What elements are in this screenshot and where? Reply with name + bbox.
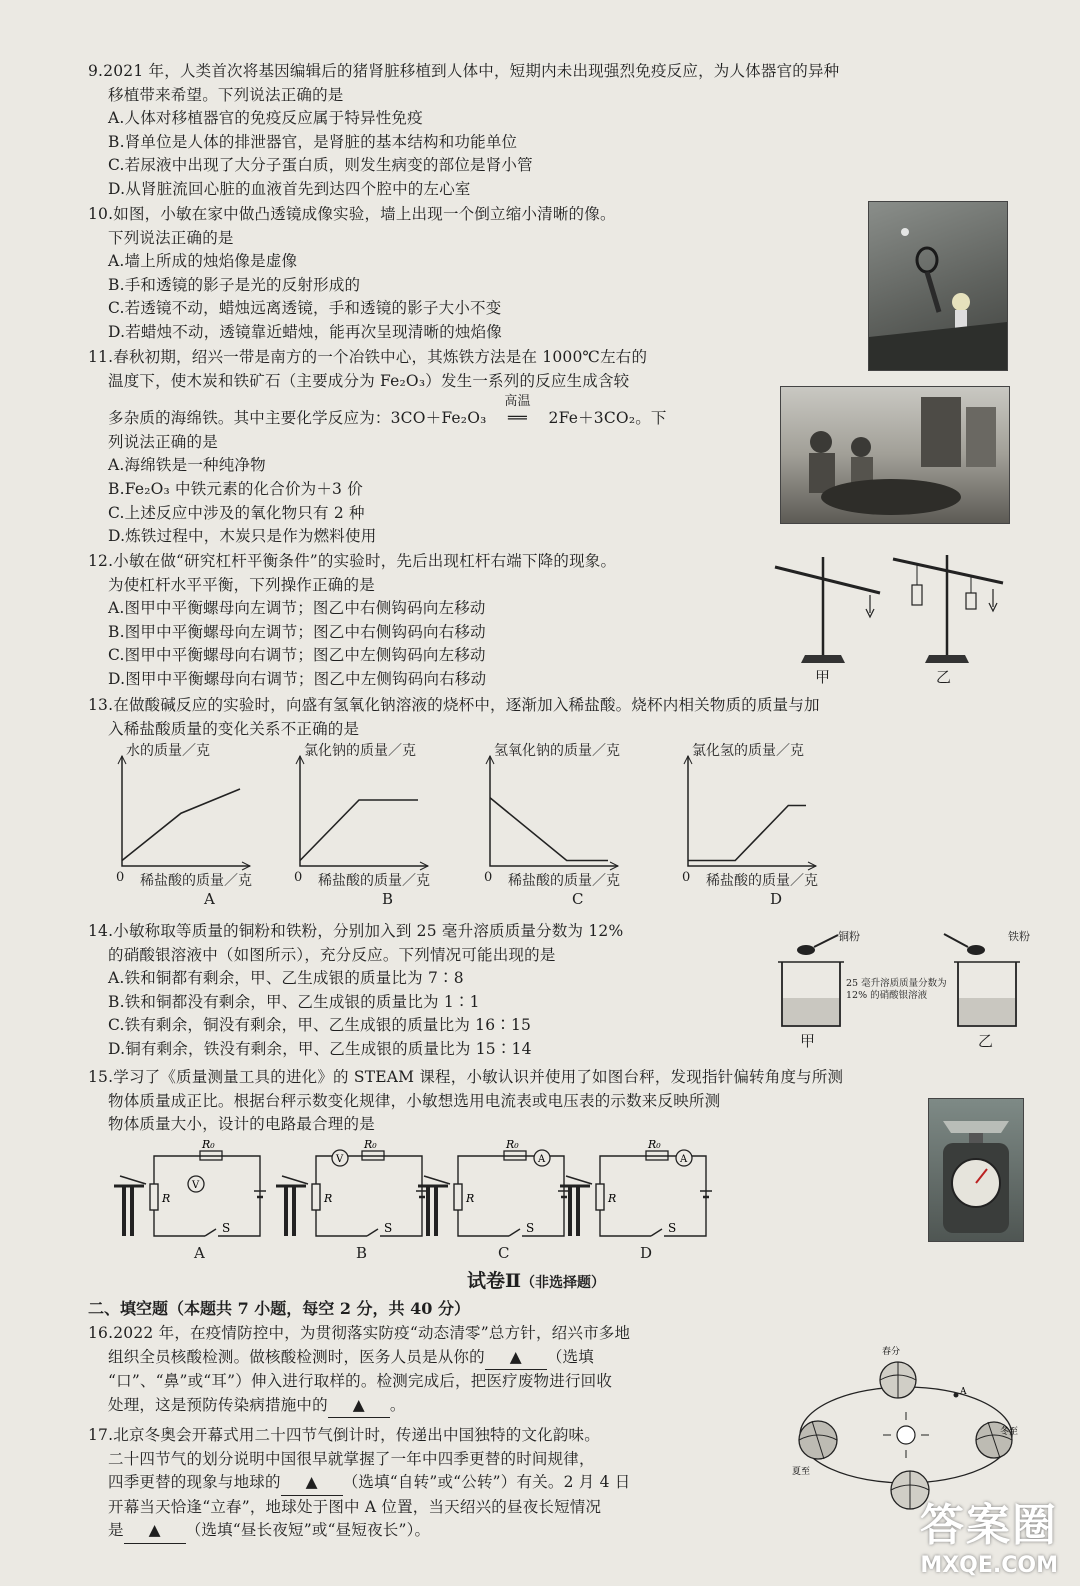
q12-stem-1: 12.小敏在做“研究杠杆平衡条件”的实验时，先后出现杠杆右端下降的现象。 (88, 552, 617, 570)
sun-icon (897, 1426, 915, 1444)
q17-line-2: 二十四节气的划分说明中国很早就掌握了一年中四季更替的时间规律， (108, 1449, 595, 1468)
switch-icon (651, 1229, 662, 1236)
q15-stem-3: 物体质量大小，设计的电路最合理的是 (108, 1115, 375, 1134)
switch-icon (509, 1229, 520, 1236)
q16-answer-blank-1[interactable]: ▲ (485, 1346, 547, 1371)
position-a-label: A (960, 1387, 967, 1397)
q17-answer-blank-1[interactable]: ▲ (281, 1471, 343, 1496)
q14-option-a: A.铁和铜都有剩余，甲、乙生成银的质量比为 7∶8 (108, 969, 464, 988)
r-label: R (162, 1192, 171, 1205)
circuit-letter: A (194, 1244, 205, 1262)
platform-scale-illustration (929, 1099, 1023, 1241)
lever-yi (893, 555, 1003, 663)
spring-platform-icon (122, 1186, 126, 1236)
convex-lens-photo (868, 201, 1008, 371)
beaker-label-yi: 乙 (978, 1032, 994, 1050)
q16-line-3: “口”、“鼻”或“耳”）伸入进行取样的。检测完成后，把医疗废物进行回收 (108, 1372, 613, 1391)
q14-stem-2: 的硝酸银溶液中（如图所示），充分反应。下列情况可能出现的是 (108, 945, 556, 964)
spring-platform-icon (284, 1186, 288, 1236)
q9-stem-2: 移植带来希望。下列说法正确的是 (108, 85, 344, 104)
smelting-illustration (781, 387, 1009, 523)
question-12 (88, 550, 616, 692)
q9-option-a: A.人体对移植器官的免疫反应属于特异性免疫 (108, 109, 423, 128)
graph-curve (300, 800, 418, 861)
q11-option-d: D.炼铁过程中，木炭只是作为燃料使用 (108, 527, 377, 546)
r0-label: R₀ (202, 1138, 215, 1151)
q10-stem-2: 下列说法正确的是 (108, 228, 234, 247)
q13-graph-a (100, 740, 290, 910)
q9-option-d: D.从肾脏流回心脏的血液首先到达四个腔中的左心室 (108, 179, 471, 198)
meter-symbol: V (192, 1180, 200, 1191)
graph-y-label: 水的质量／克 (126, 743, 210, 759)
q17-line-4: 开幕当天恰逢“立春”，地球处于图中 A 位置，当天绍兴的昼夜长短情况 (108, 1497, 602, 1516)
question-16 (88, 1322, 630, 1418)
q14-option-b: B.铁和铜都没有剩余，甲、乙生成银的质量比为 1∶1 (108, 992, 480, 1011)
scale-photo (928, 1098, 1024, 1242)
graph-curve (688, 806, 806, 861)
part-two-label: 试卷Ⅱ (467, 1270, 522, 1292)
graph-origin: 0 (682, 870, 691, 885)
q10-option-c: C.若透镜不动，蜡烛远离透镜，手和透镜的影子大小不变 (108, 299, 502, 318)
q13-graph-c (468, 740, 658, 910)
q13-stem-2: 入稀盐酸质量的变化关系不正确的是 (108, 719, 360, 738)
q17-line-3-end: （选填“自转”或“公转”）有关。2 月 4 日 (342, 1473, 631, 1492)
q11-equation-line (88, 394, 667, 431)
section-fill-in-title: 二、填空题（本题共 7 小题，每空 2 分，共 40 分） (88, 1299, 470, 1318)
switch-icon (205, 1229, 216, 1236)
q11-eq-products: 2Fe＋3CO₂。下 (548, 409, 667, 428)
q15-circuit-c (414, 1136, 572, 1266)
spring-platform-icon (568, 1186, 572, 1236)
beaker-jia (778, 935, 844, 1026)
q9-option-c: C.若尿液中出现了大分子蛋白质，则发生病变的部位是肾小管 (108, 156, 533, 175)
q12-option-a: A.图甲中平衡螺母向左调节；图乙中右侧钩码向左移动 (108, 599, 486, 618)
q17-line-3 (88, 1471, 631, 1496)
q11-option-b: B.Fe₂O₃ 中铁元素的化合价为＋3 价 (108, 479, 363, 498)
earth-summer-icon (799, 1421, 837, 1459)
q11-stem-1: 11.春秋初期，绍兴一带是南方的一个冶铁中心，其炼铁方法是在 1000℃左右的 (88, 348, 648, 366)
switch-icon (367, 1229, 378, 1236)
spring-platform-icon (426, 1186, 430, 1236)
graph-origin: 0 (484, 870, 493, 885)
watermark (920, 1489, 1058, 1578)
r0-label: R₀ (506, 1138, 519, 1151)
beaker-label-jia: 甲 (800, 1032, 816, 1050)
summer-solstice-label: 夏至 (792, 1467, 811, 1477)
lever-figure (765, 545, 1030, 685)
graph-x-label: 稀盐酸的质量／克 (508, 873, 620, 889)
q16-line-4-text: 处理，这是预防传染病措施中的 (108, 1395, 328, 1414)
s-label: S (222, 1221, 231, 1235)
question-13 (88, 694, 820, 741)
r0-label: R₀ (648, 1138, 661, 1151)
q15-circuit-a (110, 1136, 268, 1266)
rheostat-icon (596, 1184, 604, 1210)
q16-line-4-end: 。 (389, 1395, 406, 1414)
q15-circuit-d (556, 1136, 714, 1266)
meter-symbol: A (538, 1154, 546, 1165)
q16-line-2-end: （选填 (546, 1347, 594, 1366)
q15-stem-1: 15.学习了《质量测量工具的进化》的 STEAM 课程，小敏认识并使用了如图台秤，发现指针偏转角度与所测 (88, 1068, 844, 1086)
circuit-letter: B (356, 1244, 368, 1262)
q12-option-c: C.图甲中平衡螺母向右调节；图乙中左侧钩码向左移动 (108, 646, 486, 665)
graph-y-label: 氢氧化钠的质量／克 (494, 743, 620, 759)
r-label: R (466, 1192, 475, 1205)
graph-letter: A (204, 890, 215, 908)
q10-option-b: B.手和透镜的影子是光的反射形成的 (108, 275, 361, 294)
graph-y-label: 氯化氢的质量／克 (692, 743, 804, 759)
q10-option-a: A.墙上所成的烛焰像是虚像 (108, 252, 298, 271)
lens-candle-illustration (869, 202, 1007, 370)
q17-answer-blank-2[interactable]: ▲ (124, 1519, 186, 1544)
graph-origin: 0 (116, 870, 125, 885)
q10-stem-1: 10.如图，小敏在家中做凸透镜成像实验，墙上出现一个倒立缩小清晰的像。 (88, 205, 616, 223)
rheostat-icon (150, 1184, 158, 1210)
question-17 (88, 1424, 631, 1544)
q16-line-2-text: 组织全员核酸检测。做核酸检测时，医务人员是从你的 (108, 1347, 485, 1366)
s-label: S (668, 1221, 677, 1235)
rheostat-icon (454, 1184, 462, 1210)
spring-equinox-label: 春分 (882, 1347, 901, 1357)
r-label: R (324, 1192, 333, 1205)
position-a-marker (954, 1393, 959, 1398)
q16-answer-blank-2[interactable]: ▲ (328, 1394, 390, 1419)
graph-letter: D (770, 890, 783, 908)
silver-nitrate-note: 25 毫升溶质质量分数为 12% 的硝酸银溶液 (846, 978, 947, 1001)
part-two-title (467, 1266, 605, 1293)
q9-stem-1: 9.2021 年，人类首次将基因编辑后的猪肾脏移植到人体中，短期内未出现强烈免疫反应，为人体器官的异种 (88, 62, 840, 80)
q15-circuit-b (272, 1136, 430, 1266)
q17-line-3-text: 四季更替的现象与地球的 (108, 1473, 281, 1492)
watermark-site: MXQE.COM (920, 1553, 1058, 1578)
graph-curve (490, 798, 608, 861)
q9-option-b: B.肾单位是人体的排泄器官，是肾脏的基本结构和功能单位 (108, 132, 518, 151)
q12-option-d: D.图甲中平衡螺母向右调节；图乙中左侧钩码向右移动 (108, 669, 487, 688)
earth-spring-icon (880, 1362, 916, 1398)
circuit-letter: D (640, 1244, 653, 1262)
graph-axes (300, 756, 428, 866)
r0-label: R₀ (364, 1138, 377, 1151)
q13-graph-d (666, 740, 856, 910)
s-label: S (384, 1221, 393, 1235)
iron-smelting-photo (780, 386, 1010, 524)
q17-line-1: 17.北京冬奥会开幕式用二十四节气倒计时，传递出中国独特的文化韵味。 (88, 1426, 600, 1444)
q17-line-5-text: 是 (108, 1521, 124, 1540)
powder-iron-label: 铁粉 (1008, 930, 1030, 943)
q13-stem-1: 13.在做酸碱反应的实验时，向盛有氢氧化钠溶液的烧杯中，逐渐加入稀盐酸。烧杯内相关物质的质量与加 (88, 696, 820, 714)
q17-line-5 (88, 1519, 631, 1544)
part-two-subtitle: （非选择题） (521, 1275, 606, 1291)
graph-origin: 0 (294, 870, 303, 885)
q10-option-d: D.若蜡烛不动，透镜靠近蜡烛，能再次呈现清晰的烛焰像 (108, 322, 503, 341)
graph-curve (122, 789, 240, 861)
question-11 (88, 346, 667, 549)
q11-stem-end: 列说法正确的是 (108, 432, 218, 451)
q12-option-b: B.图甲中平衡螺母向左调节；图乙中右侧钩码向右移动 (108, 622, 486, 641)
graph-x-label: 稀盐酸的质量／克 (706, 873, 818, 889)
question-15 (88, 1066, 843, 1137)
q11-eq-arrow: 高温 ══ (487, 407, 549, 431)
q14-option-c: C.铁有剩余，铜没有剩余，甲、乙生成银的质量比为 16∶15 (108, 1016, 532, 1035)
spoon-iron-icon (967, 945, 985, 955)
lever-label-jia: 甲 (815, 668, 831, 686)
q11-eq-condition: 高温 (504, 394, 531, 410)
q12-stem-2: 为使杠杆水平平衡，下列操作正确的是 (108, 575, 375, 594)
lever-jia (775, 557, 880, 663)
q15-stem-2: 物体质量成正比。根据台秤示数变化规律，小敏想选用电流表或电压表的示数来反映所测 (108, 1091, 721, 1110)
q13-graph-b (278, 740, 468, 910)
r-label: R (608, 1192, 617, 1205)
graph-x-label: 稀盐酸的质量／克 (318, 873, 430, 889)
lever-label-yi: 乙 (936, 668, 952, 686)
rheostat-icon (312, 1184, 320, 1210)
q14-option-d: D.铜有剩余，铁没有剩余，甲、乙生成银的质量比为 15∶14 (108, 1039, 532, 1058)
spoon-copper-icon (797, 945, 815, 955)
q17-line-5-end: （选填“昼长夜短”或“昼短夜长”）。 (185, 1521, 431, 1540)
q11-stem-2: 温度下，使木炭和铁矿石（主要成分为 Fe₂O₃）发生一系列的反应生成含较 (108, 371, 630, 390)
q16-line-2 (88, 1346, 630, 1371)
graph-letter: B (382, 890, 394, 908)
graph-axes (688, 756, 816, 866)
question-14 (88, 920, 623, 1062)
q16-line-4 (88, 1394, 630, 1419)
question-9 (88, 60, 839, 202)
question-10 (88, 203, 616, 345)
graph-x-label: 稀盐酸的质量／克 (140, 873, 252, 889)
q16-line-1: 16.2022 年，在疫情防控中，为贯彻落实防疫“动态清零”总方针，绍兴市多地 (88, 1324, 631, 1342)
q11-eq-reactants: 多杂质的海绵铁。其中主要化学反应为：3CO＋Fe₂O₃ (108, 409, 487, 428)
meter-symbol: V (336, 1154, 344, 1165)
q11-option-c: C.上述反应中涉及的氧化物只有 2 种 (108, 503, 365, 522)
winter-solstice-label: 冬至 (1000, 1427, 1019, 1437)
powder-copper-label: 铜粉 (838, 930, 860, 943)
s-label: S (526, 1221, 535, 1235)
q14-stem-1: 14.小敏称取等质量的铜粉和铁粉，分别加入到 25 毫升溶质质量分数为 12% (88, 922, 624, 940)
q11-option-a: A.海绵铁是一种纯净物 (108, 456, 266, 475)
watermark-brand: 答案圈 (920, 1500, 1058, 1551)
graph-letter: C (572, 890, 584, 908)
meter-symbol: A (680, 1154, 688, 1165)
circuit-letter: C (498, 1244, 510, 1262)
graph-y-label: 氯化钠的质量／克 (304, 743, 416, 759)
